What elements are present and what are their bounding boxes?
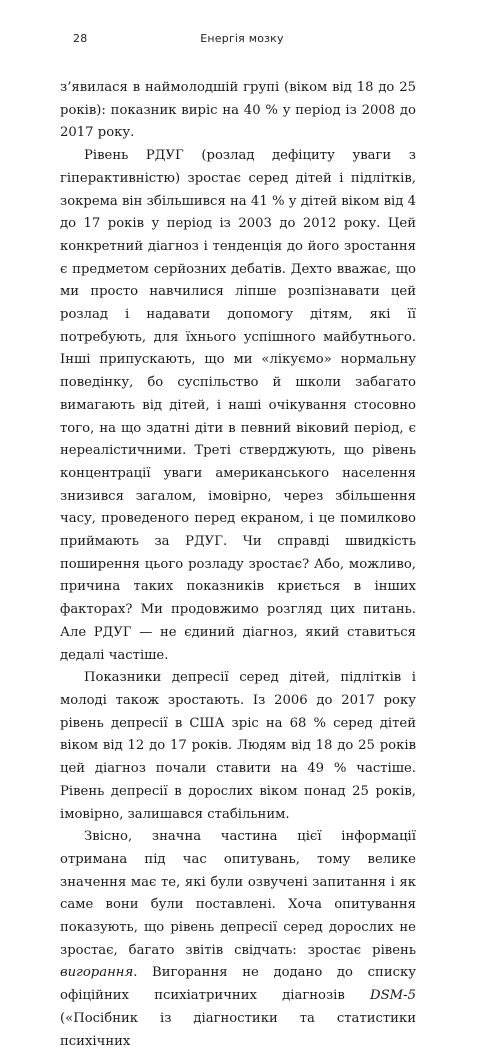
paragraph-4-part-b: . Вигорання не додано до списку офіційних психіатричних діагнозів (60, 965, 416, 1004)
paragraph-4 (60, 826, 416, 1053)
running-head (73, 32, 411, 48)
paragraph-1: з’явилася в наймолодшій групі (віком від 18 до 25 років): показник виріс на 40 % у період із 2008 до 2017 року. (60, 80, 416, 141)
paragraph-2: Рівень РДУГ (розлад дефіциту уваги з гіперактивністю) зростає серед дітей і підлітків, зокрема він збільшився на 41 % у дітей віком від 4 до 17 років у період із 2003 до 2012 року. Цей конкретний діагноз і тенденція до його зростання є предметом серйозних дебатів. Дехто вважає, що ми просто навчилися ліпше розпізнавати цей розлад і надавати допомогу дітям, які її потребують, для їхнього успішного майбутнього. Інші припускають, що ми «лікуємо» нормальну поведінку, бо суспільство й школи забагато вимагають від дітей, і наші очікування стосовно того, на що здатні діти в певний віковий період, є нереалістичними. Треті стверджують, що рівень концентрації уваги американського населення знизився загалом, імовірно, через збільшення часу, проведеного перед екраном, і це помилково приймають за РДУГ. Чи справді швидкість поширення цього розладу зростає? Або, можливо, причина таких показників криється в інших факторах? Ми продовжимо розгляд цих питань. Але РДУГ — не єдиний діагноз, який ставиться дедалі частіше. (60, 148, 416, 663)
term-burnout: вигорання (60, 965, 134, 981)
paragraph-3: Показники депресії серед дітей, підлітків і молоді також зростають. Із 2006 до 2017 року рівень депресії в США зріс на 68 % серед дітей віком від 12 до 17 років. Людям від 18 до 25 років цей діагноз почали ставити на 49 % частіше. Рівень депресії в дорослих віком понад 25 років, імовірно, залишався стабільним. (60, 670, 416, 822)
body-text (60, 77, 416, 1053)
page-number: 28 (73, 32, 88, 45)
paragraph-4-part-c: («Посібник із діагностики та статистики психічних (60, 1010, 416, 1049)
book-title: Енергія мозку (200, 32, 284, 45)
term-dsm5: DSM-5 (370, 988, 416, 1004)
paragraph-4-part-a: Звісно, значна частина цієї інформації отримана під час опитувань, тому велике значення має те, які були озвучені запитання і як саме вони були поставлені. Хоча опитування показують, що рівень депресії серед дорослих не зростає, багато звітів свідчать: зростає рівень (60, 829, 416, 958)
